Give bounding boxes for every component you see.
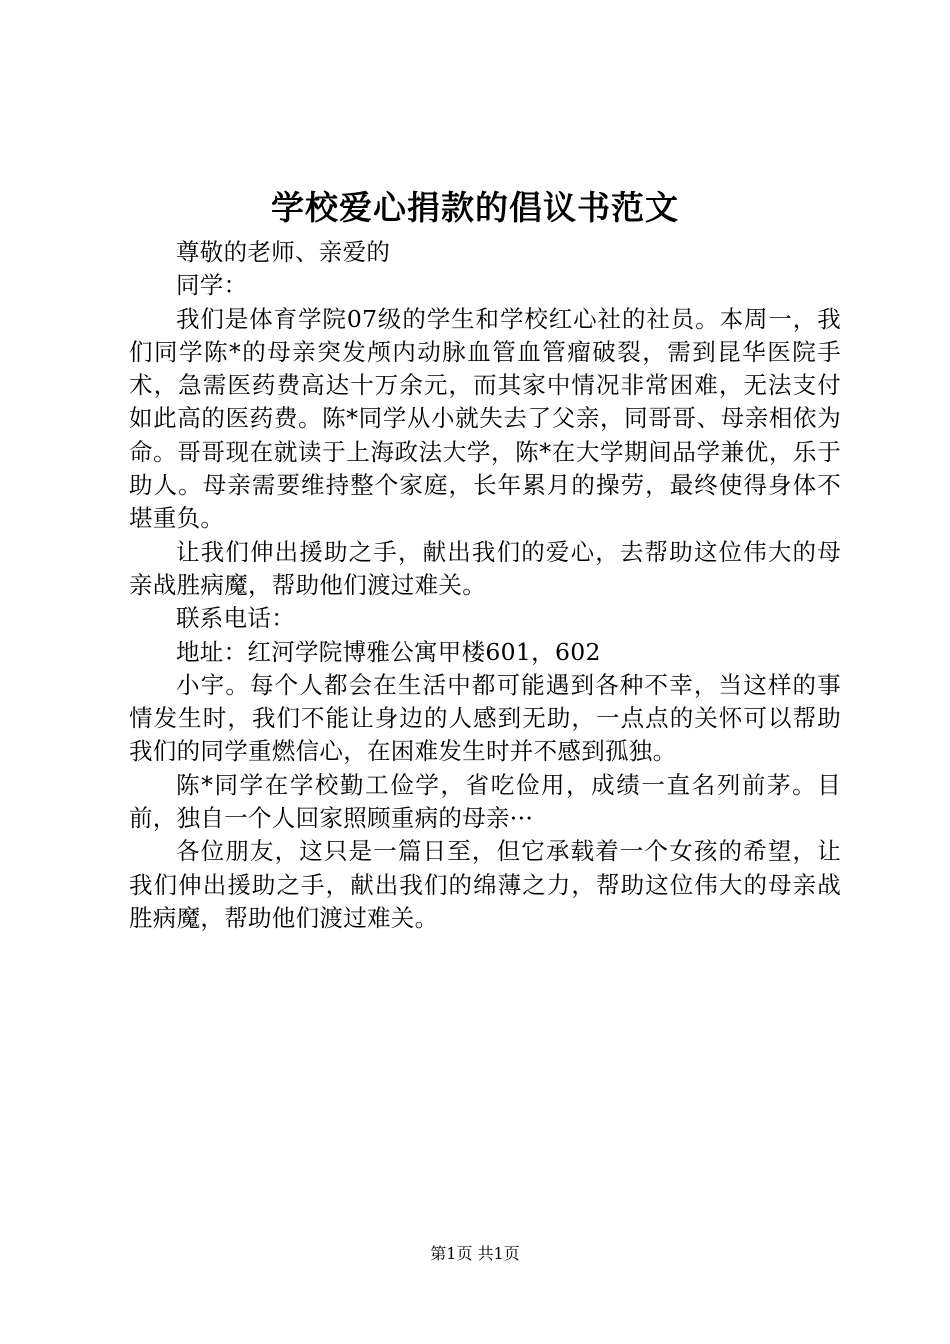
contact-address: 地址：红河学院博雅公寓甲楼601，602 <box>176 637 601 666</box>
page-number-footer: 第1页 共1页 <box>430 1244 520 1263</box>
salutation-line-1: 尊敬的老师、亲爱的 <box>176 238 391 266</box>
paragraph-closing: 各位朋友，这只是一篇日至，但它承载着一个女孩的希望，让我们伸出援助之手，献出我们的绵薄之力，帮助这位伟大的母亲战胜病魔，帮助他们渡过难关。 <box>129 837 841 932</box>
paragraph-appeal: 让我们伸出援助之手，献出我们的爱心，去帮助这位伟大的母亲战胜病魔，帮助他们渡过难关。 <box>129 537 841 599</box>
salutation-line-2: 同学： <box>176 271 248 300</box>
contact-phone: 联系电话： <box>176 604 295 633</box>
document-title: 学校爱心捐款的倡议书范文 <box>271 188 679 227</box>
paragraph-encouragement: 小宇。每个人都会在生活中都可能遇到各种不幸，当这样的事情发生时，我们不能让身边的人感到无助，一点点的关怀可以帮助我们的同学重燃信心，在困难发生时并不感到孤独。 <box>129 670 841 766</box>
paragraph-background: 我们是体育学院07级的学生和学校红心社的社员。本周一，我们同学陈*的母亲突发颅内动脉血管血管瘤破裂，需到昆华医院手术，急需医药费高达十万余元，而其家中情况非常困难，无法支付如此高的医药费。陈*同学从小就失去了父亲，同哥哥、母亲相依为命。哥哥现在就读于上海政法大学，陈*在大学期间品学兼优，乐于助人。母亲需要维持整个家庭，长年累月的操劳，最终使得身体不堪重负。 <box>129 304 841 533</box>
document-body <box>129 236 841 935</box>
paragraph-student: 陈*同学在学校勤工俭学，省吃俭用，成绩一直名列前茅。目前，独自一个人回家照顾重病的母亲··· <box>129 770 841 833</box>
